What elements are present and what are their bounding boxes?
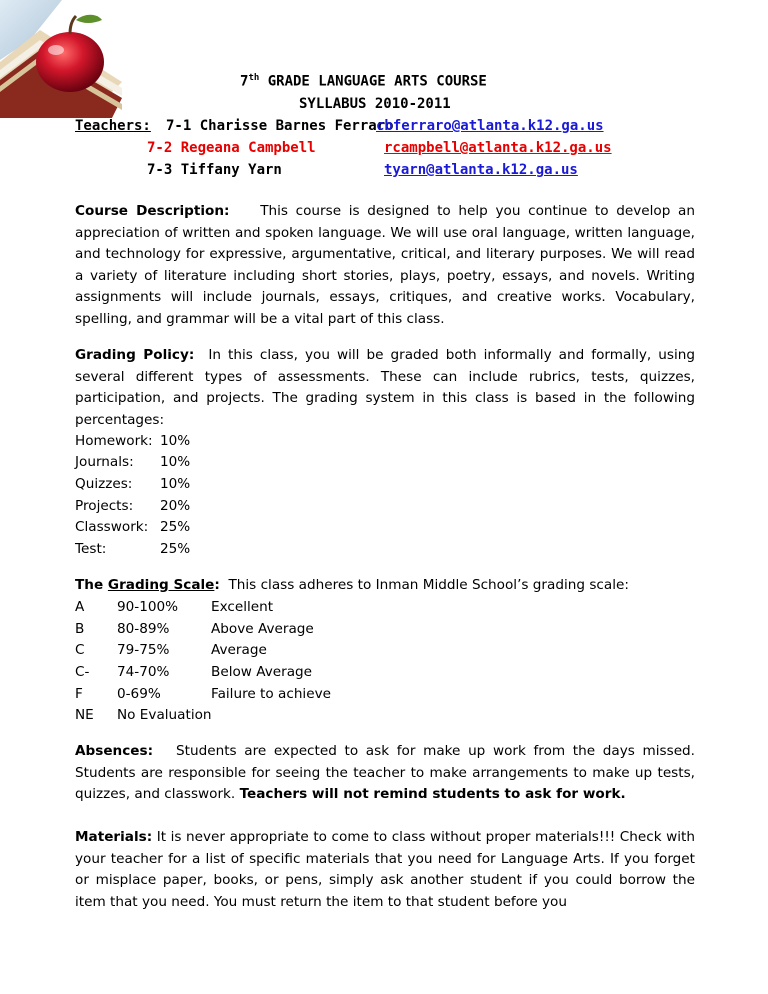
teacher-email-3[interactable]: tyarn@atlanta.k12.ga.us xyxy=(384,162,578,178)
teacher-email-2[interactable]: rcampbell@atlanta.k12.ga.us xyxy=(384,140,612,156)
materials-text: It is never appropriate to come to class without proper materials!!! Check with your teacher for a list of specific materials that you need for Language Arts. If you forget or misplace paper, books, or pens, simply ask another student if you could borrow the item that you need. You must return the item to that student before you xyxy=(75,829,695,910)
course-description-label: Course Description: xyxy=(75,203,230,219)
teachers-label: Teachers: xyxy=(75,118,151,134)
grading-policy xyxy=(75,345,695,431)
apple-on-books-icon xyxy=(0,0,128,118)
materials-label: Materials: xyxy=(75,829,153,845)
teacher-email-1[interactable]: cbferraro@atlanta.k12.ga.us xyxy=(376,118,604,134)
absences-label: Absences: xyxy=(75,743,154,759)
absences-text: Students are expected to ask for make up work from the days missed. Students are responsible for seeing the teacher to make arrangements to make up tests, quizzes, and classwork. xyxy=(75,743,696,802)
course-title: 7th GRADE LANGUAGE ARTS COURSE xyxy=(240,73,487,90)
absences-note: Teachers will not remind students to ask for work. xyxy=(239,786,626,802)
course-description xyxy=(75,201,695,330)
grading-policy-text: In this class, you will be graded both informally and formally, using several different types of assessments. These can include rubrics, tests, quizzes, participation, and projects. The grading system in this class is based in the following percentages: xyxy=(75,347,695,428)
teacher-name-3: 7-3 Tiffany Yarn xyxy=(147,162,282,178)
grading-scale-heading: The Grading Scale: This class adheres to Inman Middle School’s grading scale: xyxy=(75,577,629,593)
materials xyxy=(75,827,695,913)
syllabus-year: SYLLABUS 2010-2011 xyxy=(299,96,451,112)
absences xyxy=(75,741,695,806)
teacher-name-1: 7-1 Charisse Barnes Ferraro xyxy=(166,118,394,134)
course-description-text: This course is designed to help you continue to develop an appreciation of written and spoken language. We will use oral language, written language, and technology for expressive, argumentative, critical, and literary purposes. We will read a variety of literature including short stories, plays, poetry, essays, and novels. Writing assignments will include journals, essays, critiques, and creative works. Vocabulary, spelling, and grammar will be a vital part of this class. xyxy=(75,203,695,327)
grading-scale-intro: This class adheres to Inman Middle School’s grading scale: xyxy=(228,577,629,593)
grading-policy-label: Grading Policy: xyxy=(75,347,195,363)
teacher-name-2: 7-2 Regeana Campbell xyxy=(147,140,316,156)
